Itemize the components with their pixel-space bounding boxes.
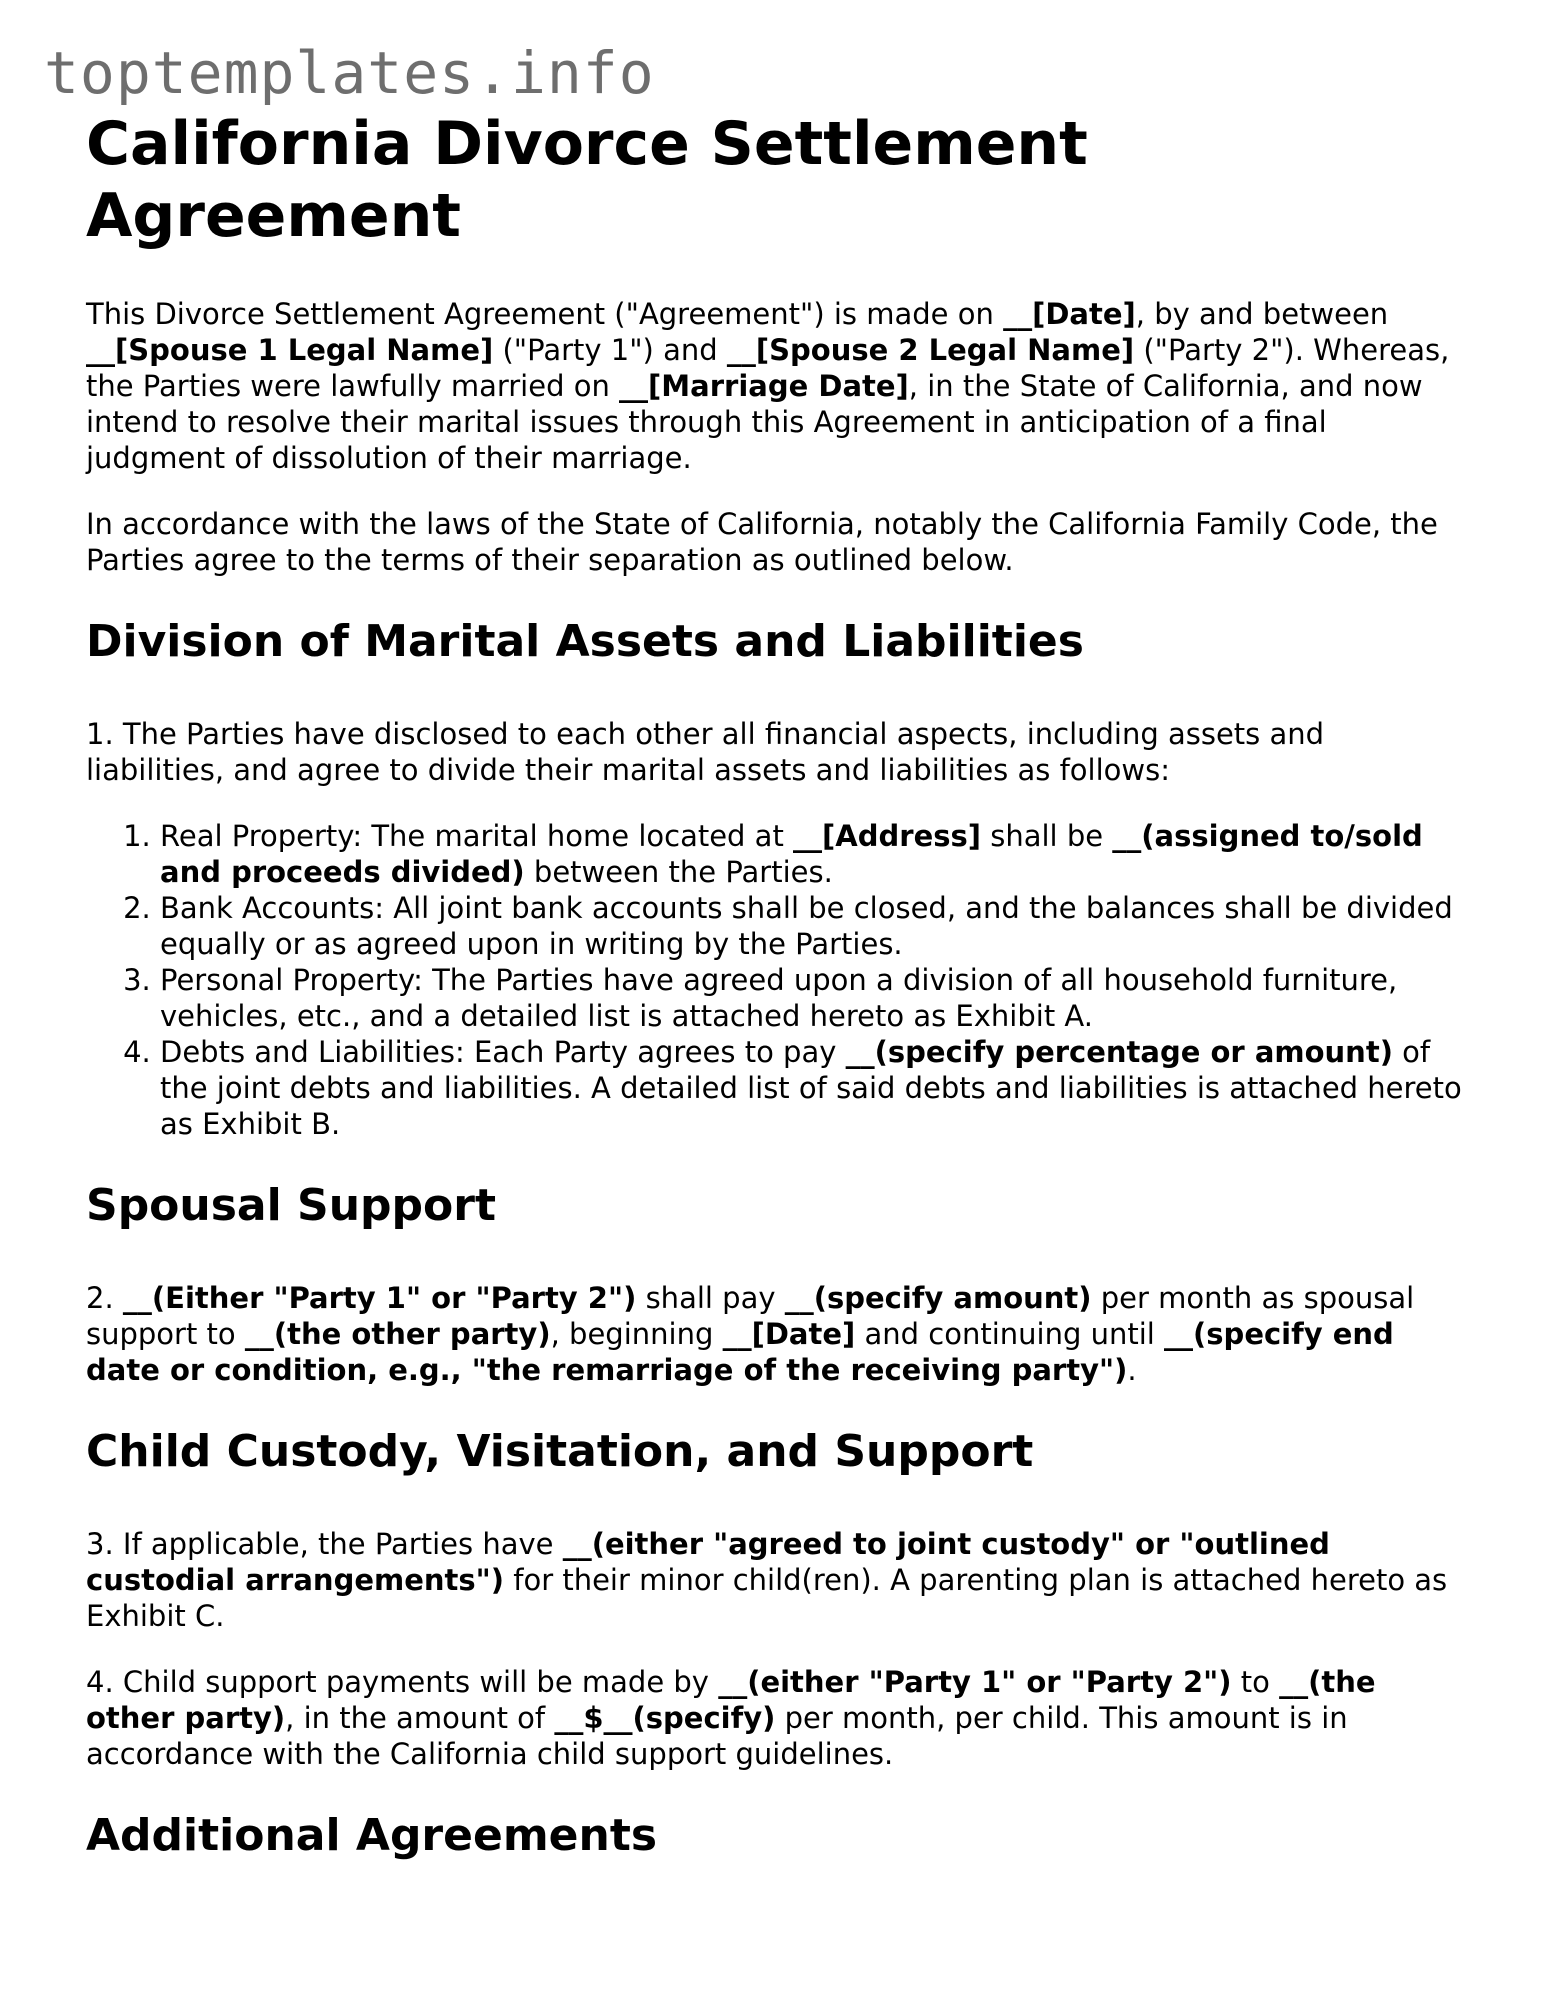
recipient-field: __(the other party) [244, 1317, 551, 1351]
para-text: to [1231, 1665, 1280, 1699]
marriage-date-field: __[Marriage Date] [619, 369, 909, 403]
date-field: __[Date] [1003, 297, 1136, 331]
para-text: shall pay [636, 1281, 785, 1315]
list-item-debts [160, 1034, 1466, 1142]
section-heading-child-custody: Child Custody, Visitation, and Support [86, 1426, 1034, 1477]
spousal-support-paragraph [86, 1280, 1466, 1388]
child-support-recipient-field: __(the other party) [86, 1665, 1376, 1735]
intro-text-4: ("Party 2"). Whereas, the Parties were lawfully married on [86, 333, 1450, 403]
para-text: for their minor child(ren). A parenting plan is attached hereto as Exhibit C. [86, 1563, 1448, 1633]
intro-paragraph [86, 296, 1466, 476]
item-text: between the Parties. [524, 855, 833, 889]
custody-paragraph [86, 1526, 1466, 1634]
spouse1-name-field: __[Spouse 1 Legal Name] [86, 333, 494, 367]
para-text: per month, per child. This amount is in accordance with the California child support guidelines. [86, 1701, 1348, 1771]
assets-list [86, 818, 1466, 1142]
debt-share-field: __(specify percentage or amount) [845, 1035, 1393, 1069]
accordance-paragraph: In accordance with the laws of the State of California, notably the California Family Code, the Parties agree to the terms of their separation as outlined below. [86, 507, 1438, 577]
list-item-personal-property: 3. Personal Property: The Parties have agreed upon a division of all household furniture, vehicles, etc., and a detailed list is attached hereto as Exhibit A. [160, 962, 1466, 1034]
section-heading-spousal-support: Spousal Support [86, 1180, 496, 1231]
custody-arrangement-field: __(either "agreed to joint custody" or "outlined custodial arrangements") [86, 1527, 1330, 1597]
para-text: . [1127, 1353, 1137, 1387]
assets-intro-paragraph: 1. The Parties have disclosed to each other all financial aspects, including assets and liabilities, and agree to divide their marital assets and liabilities as follows: [86, 717, 1325, 787]
intro-text-5: , in the State of California, and now intend to resolve their marital issues through this Agreement in anticipation of a final judgment of dissolution of their marriage. [86, 369, 1423, 475]
document-title: California Divorce Settlement Agreement [86, 109, 1088, 251]
item-text: Debts and Liabilities: Each Party agrees to pay [160, 1035, 846, 1069]
intro-text-1: This Divorce Settlement Agreement ("Agreement") is made on [86, 297, 1004, 331]
para-text: 4. Child support payments will be made by [86, 1665, 719, 1699]
end-condition-field: __(specify end date or condition, e.g., "the remarriage of the receiving party") [86, 1317, 1394, 1387]
payer-field: __(Either "Party 1" or "Party 2") [122, 1281, 637, 1315]
document-body [86, 108, 1466, 1864]
address-field: __[Address] [793, 819, 982, 853]
start-date-field: __[Date] [722, 1317, 856, 1351]
item-text: of the joint debts and liabilities. A detailed list of said debts and liabilities is attached hereto as Exhibit B. [160, 1035, 1462, 1141]
watermark: toptemplates.info [44, 39, 655, 107]
child-support-payer-field: __(either "Party 1" or "Party 2") [718, 1665, 1232, 1699]
assignment-field: __(assigned to/sold and proceeds divided) [160, 819, 1423, 889]
para-text: , in the amount of [285, 1701, 555, 1735]
para-text: 2. [86, 1281, 123, 1315]
intro-text-3: ("Party 1") and [493, 333, 727, 367]
item-text: shall be [981, 819, 1113, 853]
list-item-real-property [160, 818, 1466, 890]
list-item-bank-accounts: 2. Bank Accounts: All joint bank accounts shall be closed, and the balances shall be divided equally or as agreed upon in writing by the Parties. [160, 890, 1466, 962]
para-text: , beginning [550, 1317, 723, 1351]
para-text: 3. If applicable, the Parties have [86, 1527, 563, 1561]
child-support-amount-field: __$__(specify) [554, 1701, 776, 1735]
intro-text-2: , by and between [1135, 297, 1389, 331]
child-support-paragraph [86, 1664, 1466, 1772]
para-text: per month as spousal support to [86, 1281, 1415, 1351]
amount-field: __(specify amount) [784, 1281, 1092, 1315]
section-heading-assets: Division of Marital Assets and Liabilities [86, 616, 1084, 667]
section-heading-additional-agreements: Additional Agreements [86, 1810, 658, 1861]
para-text: and continuing until [855, 1317, 1165, 1351]
item-text: Real Property: The marital home located at [160, 819, 794, 853]
spouse2-name-field: __[Spouse 2 Legal Name] [726, 333, 1135, 367]
